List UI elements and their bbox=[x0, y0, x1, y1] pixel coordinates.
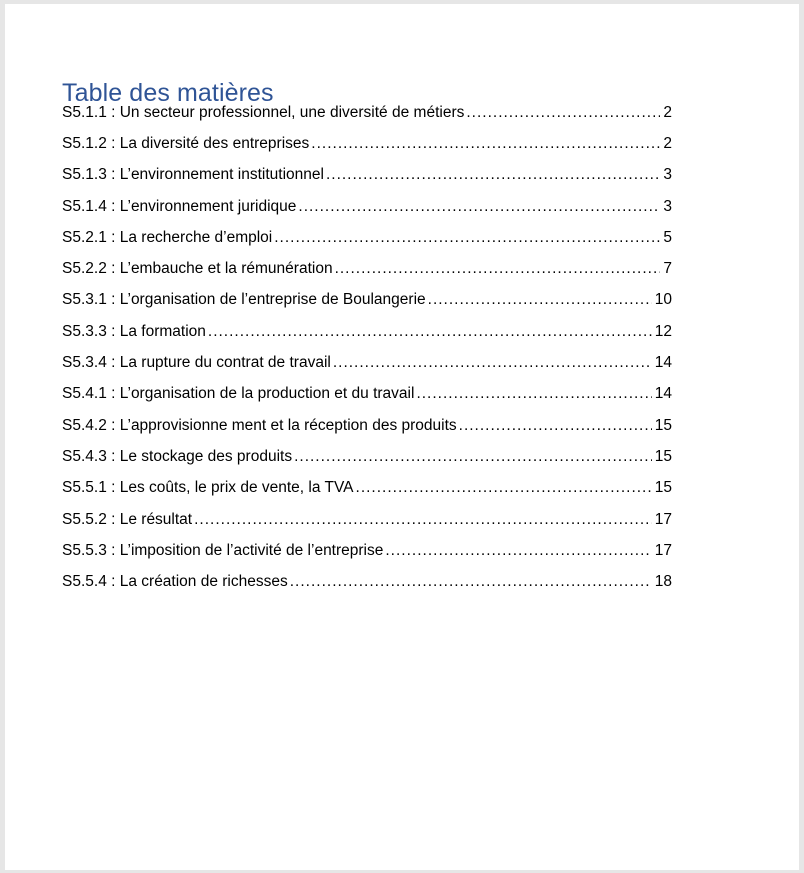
toc-page-number: 15 bbox=[654, 416, 672, 434]
toc-entry-text: S5.2.2 : L’embauche et la rémunération bbox=[62, 260, 333, 278]
toc-dot-leader bbox=[459, 417, 652, 435]
toc-entry[interactable] bbox=[62, 385, 672, 416]
document-page bbox=[5, 4, 799, 870]
toc-page-number: 3 bbox=[663, 197, 672, 215]
toc-dot-leader bbox=[416, 385, 651, 403]
toc-dot-leader bbox=[311, 135, 660, 153]
toc-dot-leader bbox=[466, 104, 660, 122]
toc-entry[interactable] bbox=[62, 448, 672, 479]
toc-entry[interactable] bbox=[62, 229, 672, 260]
toc-title: Table des matières bbox=[62, 79, 274, 107]
toc-entry-text: S5.2.1 : La recherche d’emploi bbox=[62, 228, 273, 246]
toc-dot-leader bbox=[298, 198, 660, 216]
toc-page-number: 2 bbox=[663, 135, 672, 152]
toc-page-number: 14 bbox=[654, 385, 672, 403]
toc-entry-text: S5.5.4 : La création de richesses bbox=[62, 573, 288, 591]
toc-dot-leader bbox=[290, 573, 652, 591]
toc-dot-leader bbox=[428, 291, 652, 309]
toc-entry-text: S5.4.3 : Le stockage des produits bbox=[62, 447, 293, 465]
toc-entry-text: S5.5.2 : Le résultat bbox=[62, 510, 193, 528]
toc-entry[interactable] bbox=[62, 260, 672, 291]
toc-page-number: 7 bbox=[663, 260, 672, 278]
toc-page-number: 17 bbox=[654, 541, 672, 559]
toc-dot-leader bbox=[326, 166, 660, 184]
toc-entry[interactable] bbox=[62, 135, 672, 166]
toc-dot-leader bbox=[294, 448, 652, 466]
toc-page-number: 17 bbox=[654, 510, 672, 528]
toc-entry-text: S5.3.1 : L’organisation de l’entreprise de Boulangerie bbox=[62, 291, 426, 309]
toc-entry-text: S5.1.2 : La diversité des entreprises bbox=[62, 135, 310, 152]
toc-entry[interactable] bbox=[62, 354, 672, 385]
toc-page-number: 10 bbox=[654, 291, 672, 309]
toc-dot-leader bbox=[335, 260, 661, 278]
toc-page-number: 15 bbox=[654, 479, 672, 497]
toc-dot-leader bbox=[356, 479, 652, 497]
toc-dot-leader bbox=[333, 354, 652, 372]
toc-entry-text: S5.4.1 : L’organisation de la production et du travail bbox=[62, 385, 415, 403]
toc-dot-leader bbox=[194, 511, 652, 529]
toc-dot-leader bbox=[274, 229, 660, 247]
table-of-contents bbox=[62, 76, 672, 604]
toc-entry-text: S5.3.4 : La rupture du contrat de travail bbox=[62, 354, 331, 372]
toc-entry[interactable] bbox=[62, 104, 672, 135]
toc-entry[interactable] bbox=[62, 291, 672, 322]
toc-dot-leader bbox=[385, 542, 651, 560]
toc-dot-leader bbox=[208, 323, 652, 341]
toc-entry[interactable] bbox=[62, 542, 672, 573]
toc-entry-text: S5.3.3 : La formation bbox=[62, 322, 206, 340]
toc-page-number: 3 bbox=[663, 166, 672, 184]
toc-page-number: 14 bbox=[654, 354, 672, 372]
toc-page-number: 12 bbox=[654, 322, 672, 340]
toc-entry-text: S5.1.1 : Un secteur professionnel, une diversité de métiers bbox=[62, 104, 465, 121]
toc-page-number: 2 bbox=[663, 104, 672, 121]
toc-entry-text: S5.5.1 : Les coûts, le prix de vente, la TVA bbox=[62, 479, 354, 497]
toc-entry-text: S5.1.3 : L’environnement institutionnel bbox=[62, 166, 324, 184]
toc-list bbox=[62, 104, 672, 604]
toc-entry-text: S5.1.4 : L’environnement juridique bbox=[62, 197, 297, 215]
toc-entry[interactable] bbox=[62, 573, 672, 604]
toc-entry[interactable] bbox=[62, 479, 672, 510]
toc-page-number: 18 bbox=[654, 573, 672, 591]
toc-entry[interactable] bbox=[62, 166, 672, 197]
toc-page-number: 5 bbox=[663, 228, 672, 246]
toc-entry-text: S5.5.3 : L’imposition de l’activité de l’entreprise bbox=[62, 541, 384, 559]
toc-entry-text: S5.4.2 : L’approvisionne ment et la réception des produits bbox=[62, 416, 457, 434]
toc-page-number: 15 bbox=[654, 447, 672, 465]
toc-entry[interactable] bbox=[62, 417, 672, 448]
toc-entry[interactable] bbox=[62, 511, 672, 542]
toc-entry[interactable] bbox=[62, 198, 672, 229]
toc-entry[interactable] bbox=[62, 323, 672, 354]
